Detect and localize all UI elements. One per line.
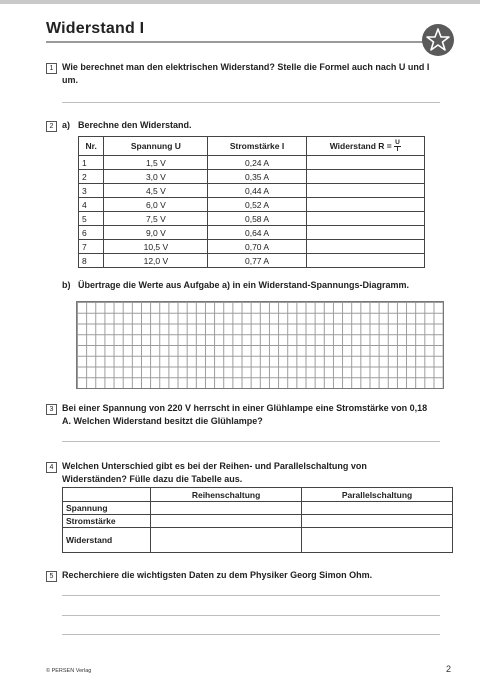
table-cell: 8 xyxy=(79,254,104,268)
fraction-top: U xyxy=(395,138,400,146)
table-row xyxy=(79,254,425,268)
task-number-3: 3 xyxy=(46,404,57,415)
resistance-answer-cell[interactable] xyxy=(306,254,424,268)
table-cell[interactable] xyxy=(151,502,302,515)
table-cell: 0,58 A xyxy=(208,212,306,226)
answer-line[interactable] xyxy=(62,441,440,442)
table-cell[interactable] xyxy=(302,502,453,515)
table-header: Nr. xyxy=(79,137,104,156)
task-2a-label: a) xyxy=(62,120,71,130)
table-cell: 4 xyxy=(79,198,104,212)
task-number-1: 1 xyxy=(46,63,57,74)
table-cell: 0,77 A xyxy=(208,254,306,268)
resistance-table xyxy=(78,136,425,268)
task-2a-text: Berechne den Widerstand. xyxy=(78,120,192,130)
table-cell: 1,5 V xyxy=(104,156,208,170)
table-cell[interactable] xyxy=(302,515,453,528)
table-cell: 0,35 A xyxy=(208,170,306,184)
table-cell: 0,70 A xyxy=(208,240,306,254)
task-number-2: 2 xyxy=(46,121,57,132)
row-label: Stromstärke xyxy=(63,515,151,528)
table-header: Parallelschaltung xyxy=(302,488,453,502)
table-cell[interactable] xyxy=(302,528,453,553)
fraction-u-over-i xyxy=(394,140,401,153)
table-header: Reihenschaltung xyxy=(151,488,302,502)
table-row xyxy=(79,240,425,254)
fraction-bottom: I xyxy=(396,145,399,153)
table-header: Stromstärke I xyxy=(208,137,306,156)
task-number-4: 4 xyxy=(46,462,57,473)
task-1-text: Wie berechnet man den elektrischen Widerstand? Stelle die Formel auch nach U und I um. xyxy=(62,62,430,85)
table-cell: 10,5 V xyxy=(104,240,208,254)
table-cell: 6,0 V xyxy=(104,198,208,212)
task-3-text: Bei einer Spannung von 220 V herrscht in einer Glühlampe eine Stromstärke von 0,18 A. Welchen Widerstand besitzt die Glühlampe? xyxy=(62,403,428,426)
resistance-answer-cell[interactable] xyxy=(306,170,424,184)
resistance-answer-cell[interactable] xyxy=(306,156,424,170)
table-cell: 12,0 V xyxy=(104,254,208,268)
top-border xyxy=(0,0,480,4)
table-cell: 1 xyxy=(79,156,104,170)
table-cell: 7,5 V xyxy=(104,212,208,226)
answer-line[interactable] xyxy=(62,615,440,616)
graph-paper-grid[interactable] xyxy=(76,301,444,389)
row-label: Widerstand xyxy=(63,528,151,553)
row-label: Spannung xyxy=(63,502,151,515)
resistance-answer-cell[interactable] xyxy=(306,184,424,198)
table-row xyxy=(79,226,425,240)
task-5-text: Recherchiere die wichtigsten Daten zu dem Physiker Georg Simon Ohm. xyxy=(62,570,373,580)
difficulty-badge xyxy=(422,24,454,56)
table-row xyxy=(79,198,425,212)
table-cell[interactable] xyxy=(151,528,302,553)
resistance-answer-cell[interactable] xyxy=(306,226,424,240)
table-cell[interactable] xyxy=(151,515,302,528)
table-cell: 4,5 V xyxy=(104,184,208,198)
resistance-answer-cell[interactable] xyxy=(306,240,424,254)
table-row xyxy=(79,184,425,198)
task-4-text: Welchen Unterschied gibt es bei der Reihen- und Parallelschaltung von Widerständen? Fülle dazu die Tabelle aus. xyxy=(62,461,367,484)
table-cell: 6 xyxy=(79,226,104,240)
task-number-5: 5 xyxy=(46,571,57,582)
circuit-comparison-table xyxy=(62,487,453,553)
answer-line[interactable] xyxy=(62,102,440,103)
table-cell: 3 xyxy=(79,184,104,198)
page-title: Widerstand I xyxy=(46,20,145,37)
table-cell: 0,52 A xyxy=(208,198,306,212)
footer-copyright: © PERSEN Verlag xyxy=(46,668,92,674)
table-header-resistance xyxy=(306,137,424,156)
answer-line[interactable] xyxy=(62,595,440,596)
table-cell: 0,64 A xyxy=(208,226,306,240)
resistance-answer-cell[interactable] xyxy=(306,198,424,212)
task-2b-text: Übertrage die Werte aus Aufgabe a) in ein Widerstand-Spannungs-Diagramm. xyxy=(78,280,409,290)
answer-line[interactable] xyxy=(62,634,440,635)
resistance-answer-cell[interactable] xyxy=(306,212,424,226)
table-cell: 0,44 A xyxy=(208,184,306,198)
table-row xyxy=(79,170,425,184)
table-cell: 0,24 A xyxy=(208,156,306,170)
table-cell: 3,0 V xyxy=(104,170,208,184)
table-cell: 9,0 V xyxy=(104,226,208,240)
table-cell: 5 xyxy=(79,212,104,226)
table-row xyxy=(79,156,425,170)
task-2b-label: b) xyxy=(62,280,71,290)
star-icon xyxy=(425,27,451,53)
table-row xyxy=(79,212,425,226)
table-cell: 2 xyxy=(79,170,104,184)
table-cell: 7 xyxy=(79,240,104,254)
resistance-header-label: Widerstand R = xyxy=(329,140,392,151)
title-divider xyxy=(46,41,438,43)
page-number: 2 xyxy=(446,664,452,674)
table-header: Spannung U xyxy=(104,137,208,156)
table-header xyxy=(63,488,151,502)
